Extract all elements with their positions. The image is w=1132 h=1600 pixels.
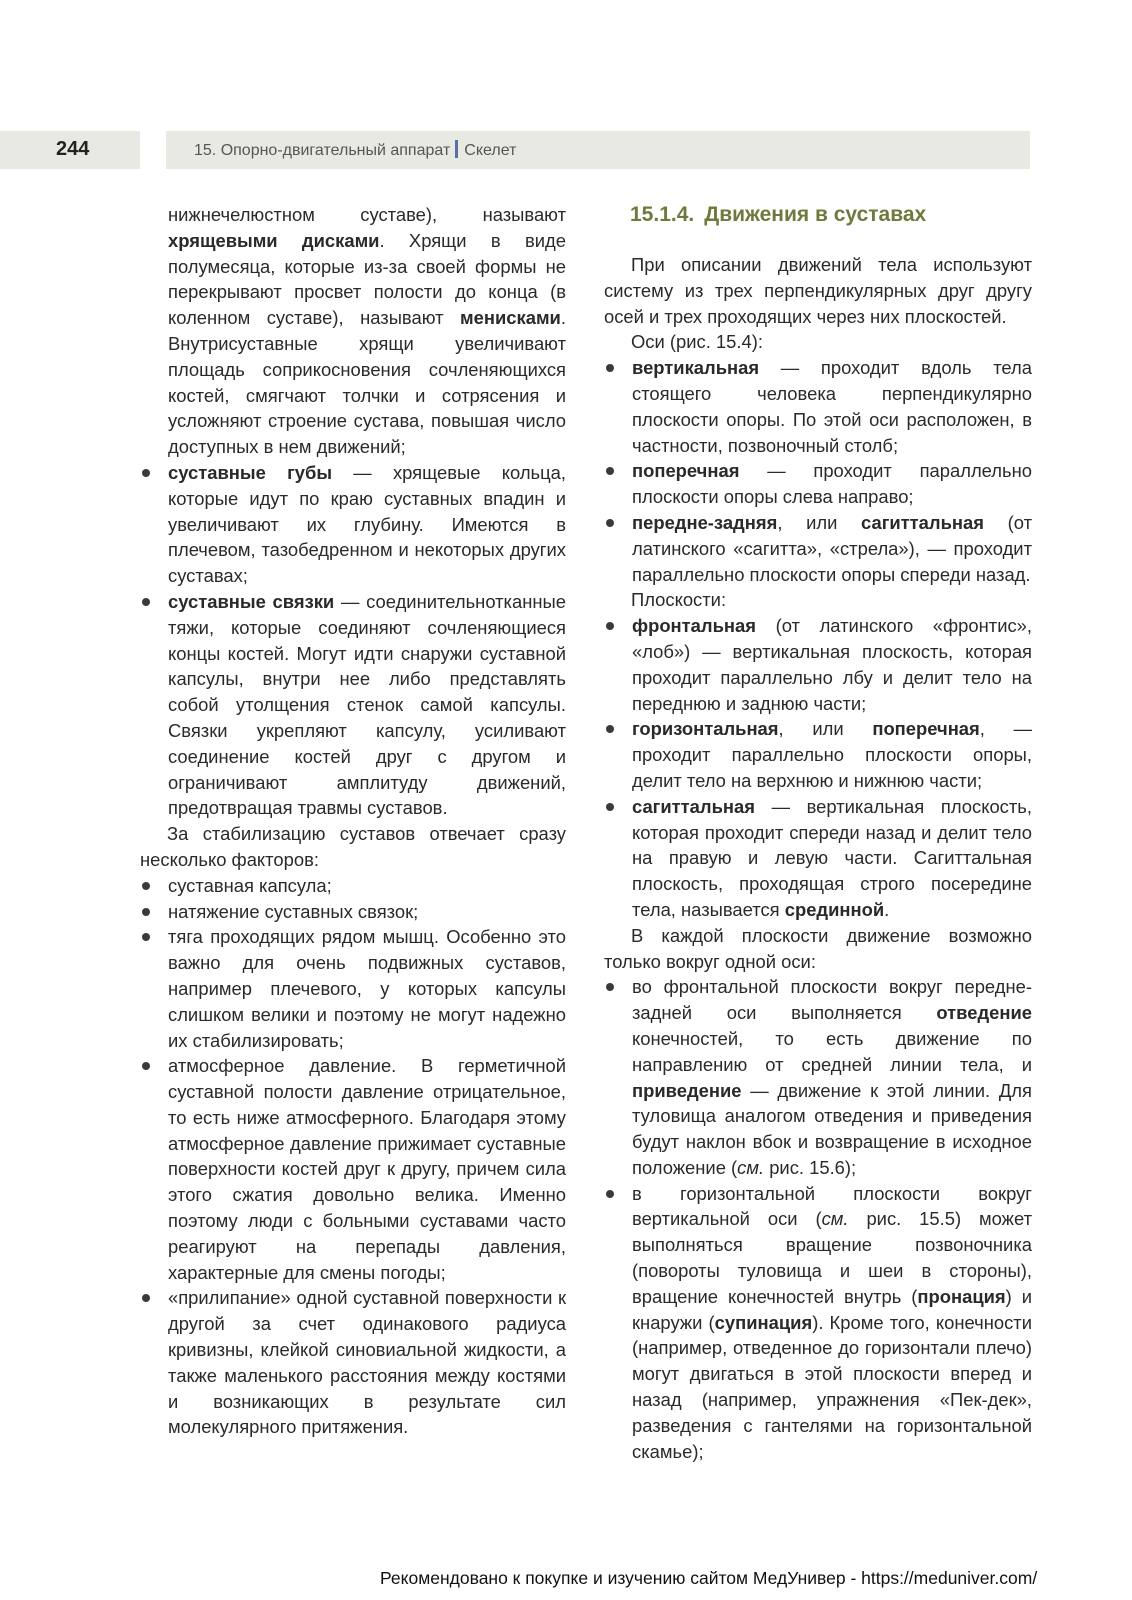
bullet-icon [142,882,150,890]
bullet-icon [606,1190,614,1198]
list-item-stab-atmospheric-pressure: атмосферное давление. В герметичной суставной полости давление отрицательное, то есть ниже атмосферного. Благодаря этому атмосферное давление прижимает суставные поверхности костей друг к другу, причем сила этого сжатия довольно велика. Именно поэтому люди с больными суставами часто реагируют на перепады давления, характерные для смены погоды; [140,1053,566,1285]
bullet-icon [142,1062,150,1070]
list-item-stab-capsule: суставная капсула; [140,873,566,899]
section-title: Движения в суставах [704,203,927,226]
list-item-stab-adhesion: «прилипание» одной суставной поверхности к другой за счет одинакового радиуса кривизны, клейкой синовиальной жидкости, а также маленького расстояния между костями и возникающих в результате сил молекулярного притяжения. [140,1285,566,1440]
bullet-icon [606,467,614,475]
planes-label: Плоскости: [631,589,727,611]
list-item-axis-vertical: вертикальная — проходит вдоль тела стоящего человека перпендикулярно плоскости опоры. По этой оси расположен, в частности, позвоночный столб; [604,355,1032,458]
running-head-section: Скелет [464,142,517,159]
bullet-icon [606,519,614,527]
list-item-axis-transverse: поперечная — проходит параллельно плоскости опоры слева направо; [604,458,1032,510]
list-item-stab-ligament-tension: натяжение суставных связок; [140,899,566,925]
footer-watermark: Рекомендовано к покупке и изучению сайтом МедУнивер - https://meduniver.com/ [380,1568,1038,1588]
list-item-plane-horizontal: горизонтальная, или поперечная, — проходит параллельно плоскости опоры, делит тело на верхнюю и нижнюю части; [604,716,1032,793]
paragraph-axes-planes-intro: При описании движений тела используют систему из трех перпендикулярных друг другу осей и трех проходящих через них плоскостей. [604,254,1032,327]
section-heading [630,202,1032,228]
term-menisci: менисками [460,307,561,329]
paragraph-one-axis: В каждой плоскости движение возможно только вокруг одной оси: [604,924,1032,972]
bullet-icon [142,598,150,606]
bullet-icon [606,803,614,811]
list-item-movement-horizontal: в горизонтальной плоскости вокруг вертикальной оси (см. рис. 15.5) может выполняться вращение позвоночника (повороты туловища и шеи в стороны), вращение конечностей внутрь (пронация) и кнаружи (супинация). Кроме того, конечности (например, отведенное до горизонтали плечо) могут двигаться в этой плоскости вперед и назад (например, упражнения «Пек-дек», разведения с гантелями на горизонтальной скамье); [604,1181,1032,1465]
page-number-box [0,131,140,169]
page-number: 244 [56,138,90,160]
left-column [140,202,566,1440]
page-header [0,131,1030,169]
paragraph-stabilization: За стабилизацию суставов отвечает сразу несколько факторов: [140,823,566,870]
list-item-movement-frontal: во фронтальной плоскости вокруг передне-задней оси выполняется отведение конечностей, то есть движение по направлению от средней линии тела, и приведение — движение к этой линии. Для туловища аналогом отведения и приведения будут наклон вбок и возвращение в исходное положение (см. рис. 15.6); [604,974,1032,1180]
paragraph-cartilage-continued: нижнечелюстном суставе), называют хрящевыми дисками. Хрящи в виде полумесяца, которые из-за своей формы не перекрывают просвет полости до конца (в коленном суставе), называют менисками. Внутрисуставные хрящи увеличивают площадь соприкосновения сочленяющихся костей, смягчают толчки и сотрясения и усложняют строение сустава, повышая число доступных в нем движений; [168,204,566,458]
bullet-icon [142,933,150,941]
list-item-plane-sagittal: сагиттальная — вертикальная плоскость, которая проходит спереди назад и делит тело на правую и левую части. Сагиттальная плоскость, проходящая строго посередине тела, называется срединной. [604,794,1032,923]
bullet-icon [606,364,614,372]
bullet-icon [606,622,614,630]
running-head-chapter: 15. Опорно-двигательный аппарат [194,142,451,159]
section-number: 15.1.4. [630,203,695,226]
list-item-articular-ligaments: суставные связки — соединительнотканные тяжи, которые соединяют сочленяющиеся концы костей. Могут идти снаружи суставной капсулы, внутри нее либо представлять собой утолщения стенок самой капсулы. Связки укрепляют капсулу, усиливают соединение костей друг с другом и ограничивают амплитуду движений, предотвращая травмы суставов. [140,589,566,821]
axes-label: Оси (рис. 15.4): [631,331,763,353]
list-item-stab-muscle-pull: тяга проходящих рядом мышц. Особенно это важно для очень подвижных суставов, например плечевого, у которых капсулы слишком велики и поэтому не могут надежно их стабилизировать; [140,924,566,1053]
right-column [604,202,1032,1464]
bullet-icon [606,725,614,733]
bullet-icon [142,908,150,916]
bullet-icon [142,1294,150,1302]
running-head [166,131,1030,169]
bullet-icon [606,983,614,991]
list-item-axis-sagittal: передне-задняя, или сагиттальная (от латинского «сагитта», «стрела»), — проходит параллельно плоскости опоры спереди назад. [604,510,1032,587]
running-head-separator [455,140,458,158]
term-cartilage-discs: хрящевыми дисками [168,229,380,251]
list-item-plane-frontal: фронтальная (от латинского «фронтис», «лоб») — вертикальная плоскость, которая проходит параллельно лбу и делит тело на переднюю и заднюю части; [604,613,1032,716]
list-item-articular-lips: суставные губы — хрящевые кольца, которые идут по краю суставных впадин и увеличивают их глубину. Имеются в плечевом, тазобедренном и некоторых других суставах; [140,460,566,589]
bullet-icon [142,469,150,477]
